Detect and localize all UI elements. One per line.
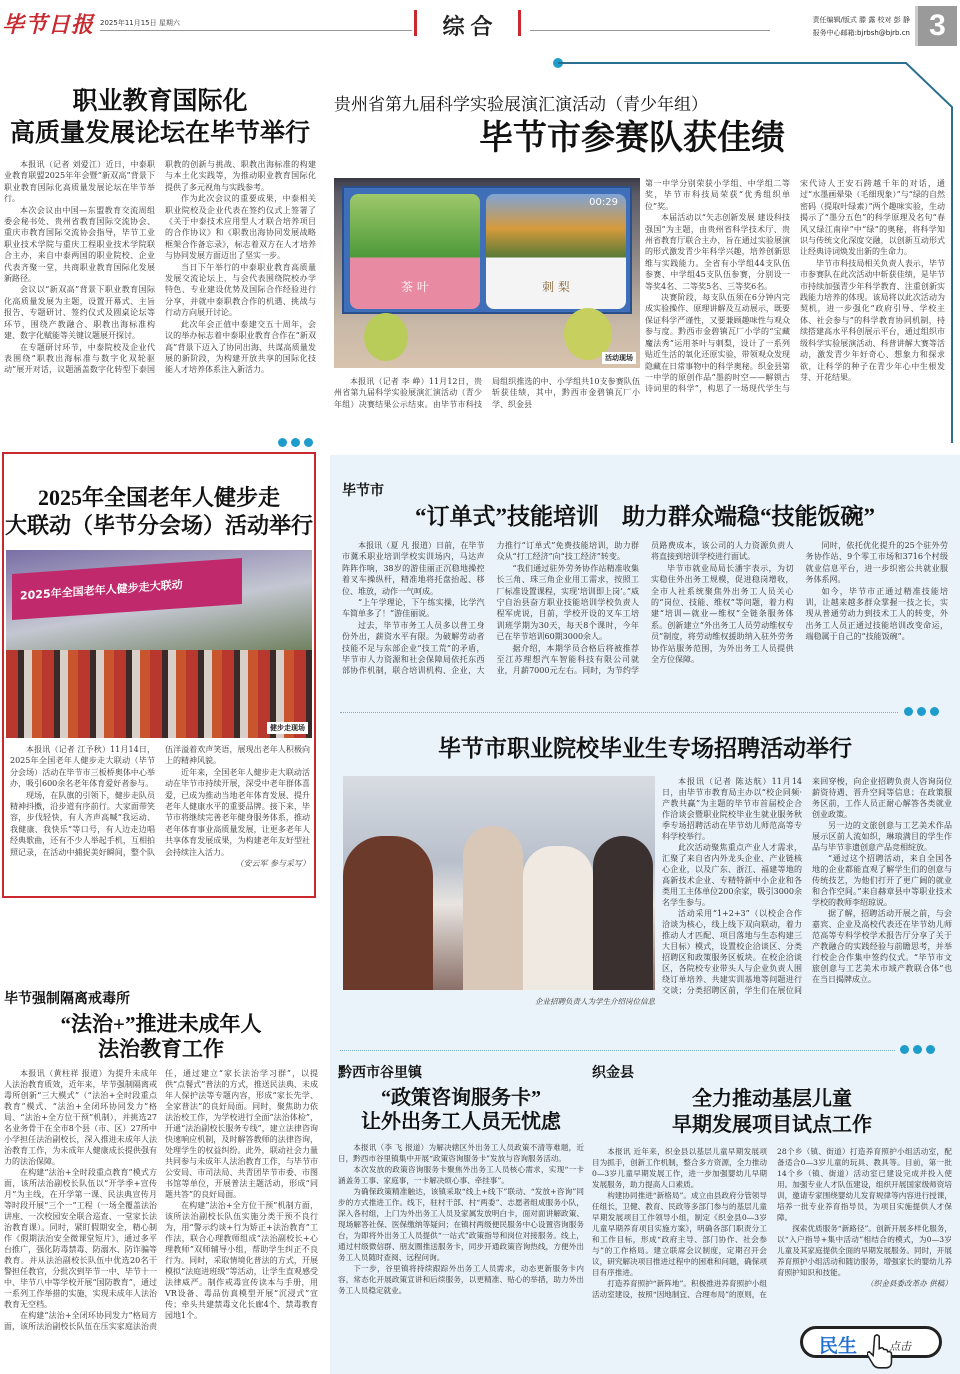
paragraph: 此次年会正值中泰建交五十周年，会议的举办标志着中泰职业教育合作在“新双高”背景下迈入了协同出海、共谋高质量发展的新阶段，为构建开放共享的国际化技能人才培养体系注入新活力。 <box>165 319 316 375</box>
article-body <box>592 1146 952 1300</box>
article-body <box>662 776 952 996</box>
photo-caption-tag: 健步走现场 <box>267 722 308 734</box>
headline: 毕节市参赛队获佳绩 <box>479 119 785 157</box>
headline-kicker: 织金县 <box>592 1065 634 1081</box>
paragraph: “通过这个招聘活动，来自全国各地的企业都能直观了解学生们的创意与传统技艺，为他们打开了更广阔的就业和合作空间。”来自赫章县中等职业技术学校的教师李绍琼说。 <box>812 854 952 907</box>
section-divider-left <box>414 10 417 36</box>
dotted-divider <box>340 712 898 713</box>
person-student-3 <box>593 836 653 990</box>
screen-timer: 00:29 <box>589 197 618 208</box>
article-body <box>4 159 316 376</box>
headline-line1: “法治+”推进未成年人 <box>60 1012 262 1036</box>
paragraph: 在构建“法治+全闭环协同发力”格局方面，该所法治副校长队伍在压实家庭法治责任，通过建立“家长法治学习群”，以提供“点餐式”普法的方式，推送民法典、未成年人保护法等专题内容，形成“家长先学、全家普法”的良好局面。同时，聚焦助力依法治校工作，为学校进行全面“法治体检”，开通“法治副校长服务专线”，建立法律咨询快速响应机制，及时解答教师的法律咨询，处理学生的权益纠纷。此外，联动社会力量共同参与未成年人法治教育工作，与毕节市公安局、市司法局、共青团毕节市委、市图书馆等单位，开展普法主题活动，形成“同题共答”的良好局面。 <box>4 1069 318 1331</box>
person-student-1 <box>463 826 523 990</box>
issue-date: 2025年11月15日 星期六 <box>100 19 180 27</box>
article-body <box>645 178 945 395</box>
paragraph: 第一中学分别荣获小学组、中学组二等奖，毕节市科技局荣获“优秀组织单位”奖。 <box>645 179 790 211</box>
article-body-lead <box>334 376 640 410</box>
paragraph: 本报讯（记者 陈达航）11月14日，由毕节市教育局主办以“校企同频·产教共赢”为主题的毕节市首届校企合作洽谈会暨职业院校毕业生就业服务秋季专场招聘活动在毕节幼儿师范高等专科学校举行。 <box>662 777 802 841</box>
paragraph: 本报讯 近年来，织金县以基层儿童早期发展项目为抓手，创新工作机制，整合多方资源，全力推动0—3岁儿童早期发展工作，进一步加强婴幼儿早期发展服务，助力提高人口素质。 <box>592 1147 767 1189</box>
paragraph: 在专题研讨环节，中泰院校及企业代表围绕“职教出海标准与数字化双轮驱动”展开对话，议题涵盖数字化转型下泰国职教的创新与挑战、职教出海标准的构建与本土化实践等，为推动职业教育国际化提供了多元视角与实践参考。 <box>4 160 316 375</box>
paragraph: 毕节市科技局相关负责人表示，毕节市参赛队在此次活动中斩获佳绩，是毕节市持续加强青少年科学教育、注重创新实践能力培养的体现。该局将以此次活动为契机，进一步强化“政府引导、学校主体、社会参与”的科学教育协同机制，持续搭建高水平科创展示平台，通过组织市级科学实验展演活动、科普讲解大赛等活动，激发青少年好奇心、想象力和探求欲，让科学的种子在青少年心中生根发芽、开花结果。 <box>800 258 945 382</box>
photo-recruitment <box>343 776 655 990</box>
paragraph: 本报讯（记者 江予秋）11月14日，2025年全国老年人健步走大联动（毕节分会场）活动在毕节市三板桥奥体中心举办，吸引600余名老年体育爱好者参与。 <box>10 745 155 789</box>
minsheng-click-logo <box>800 1326 942 1358</box>
paragraph: 如今，毕节市正通过精准技能培训，让越来越多群众掌握一技之长，实现从普通劳动力到技术工人的转变，外出务工人员正通过技能培训改变命运，端稳属于自己的“技能饭碗”。 <box>805 586 948 642</box>
article-vocational-forum <box>4 85 316 376</box>
headline-line2: 大联动（毕节分会场）活动举行 <box>4 513 313 538</box>
headline-kicker: 贵州省第九届科学实验展演汇演活动（青少年组） <box>334 95 708 114</box>
paragraph: 决赛阶段，每支队伍须在6分钟内完成实验操作、原理讲解及互动展示，既要保证科学严谨性，又要兼顾趣味性与观众参与度。黔西市金碧镇瓦厂小学的“宝藏魔法秀”运用茶叶与刺梨，设计了一系列贴近生活的氧化还原实验，带领观众发现隐藏在日常事物中的科学奥秘。织金县第一中学的原创作品“墨韵时空——解锁古诗词里的科学”，构思了一场现代学生与宋代诗人王安石跨越千年的对话，通过“水墨画晕染（毛细现象）”与“绿的自然密码（提取叶绿素）”两个趣味实验，生动揭示了“墨分五色”的科学原理及名句“春风又绿江南岸”中“绿”的奥秘，将科学知识与传统文化深度交融，以创新互动形式让经典诗词焕发出新的生命力。 <box>645 179 945 394</box>
paragraph: 现场，在队旗的引领下，健步走队员精神抖擞，沿步道有序前行。大家面带笑容，步伐轻快，有人齐声高喊“我运动、我健康、我快乐”等口号，有人边走边唱经典歌曲，还有不少人举起手机，互相拍照记录，在活动中捕捉美好瞬间，整个队伍洋溢着欢声笑语，展现出老年人积极向上的精神风貌。 <box>10 745 310 857</box>
paragraph: 近年来，全国老年人健步走大联动活动在毕节市持续开展，深受中老年群体喜爱，已成为推动当地老年体育发展、提升老年人健康水平的重要品牌。接下来，毕节市将继续完善老年健身服务体系，推动老年体育事业高质量发展，让更多老年人共享体育发展成果，为构建老年友好型社会持续注入活力。 <box>165 767 310 857</box>
section-dots <box>900 1045 935 1054</box>
paragraph: 本报讯（记者 李 峥）11月12日，贵州省第九届科学实验展演汇演活动（青少年组）决赛结果公示结束。由毕节市科技局组织推选的中、小学组共10支参赛队伍斩获佳绩，其中，黔西市金碧镇瓦厂小学、织金县 <box>334 377 640 409</box>
paragraph: 当日下午举行的中泰职业教育高质量发展交流论坛上，与会代表围绕院校办学特色、专业建设优势及国际合作经验进行分享，并就中泰职教合作的机遇、挑战与行动方向展开讨论。 <box>165 262 316 318</box>
headline-line2: 法治教育工作 <box>98 1037 224 1061</box>
paragraph: 同时，依托优化提升的25个驻外劳务协作站、9个零工市场和3716个村级就业信息平台，进一步织密公共就业服务体系网。 <box>805 541 948 585</box>
paragraph: 本报讯（记者 刘爱江）近日，中泰职业教育联盟2025年年会暨“新双高”背景下职业教育国际化高质量发展论坛在毕节举行。 <box>4 160 155 204</box>
paragraph: 本报讯（夏 凡 报道）日前，在毕节市冀禾职业培训学校实训场内，马达声阵阵作响，38岁的游佳丽正沉稳地操控着叉车操纵杆，精准地将托盘抬起、移位、堆放，动作一气呵成。 <box>342 541 485 596</box>
headline-kicker: 毕节强制隔离戒毒所 <box>4 991 130 1007</box>
headline-line2: 让外出务工人员无忧虑 <box>361 1111 561 1133</box>
paragraph: 据了解，招聘活动开展之前，与会嘉宾、企业及高校代表还在毕节幼儿师范高等专科学校学术报告厅分享了关于产教融合的实践经验与前瞻思考，并举行校企合作集中签约仪式。“毕节市文旅创意与工艺美术市域产教联合体”也在当日揭牌成立。 <box>812 909 952 984</box>
paragraph: 此次活动聚焦重点产业人才需求，汇聚了来自省内外龙头企业、产业链核心企业，以及广东、浙江、福建等地的高新技术企业、专精特新中小企业和各类用工主体单位200余家，吸引3000余名学生参与。 <box>662 843 802 907</box>
photo-science-show <box>334 178 640 368</box>
article-body <box>342 540 948 677</box>
header-rule-right <box>530 30 770 31</box>
screen-panel-tea <box>350 194 480 309</box>
person-student-2 <box>523 846 593 990</box>
dotted-divider <box>340 1050 895 1051</box>
person-recruiter <box>343 836 433 990</box>
article-elderly-walk <box>2 452 316 898</box>
paragraph: 打造养育照护“新阵地”。积极推进养育照护小组活动室建设，按照“因地制宜、合理布局”的原则，在28个乡（镇、街道）打造养育照护小组活动室，配备适合0—3岁儿童的玩具、教具等。目前，第一批14个乡（镇、街道）活动室已建设完成并投入使用。加强专业人才队伍建设，组织开展国家级师资培训，邀请专家围绕婴幼儿发育规律等内容进行授课，培养一批专业养育指导员，为项目实施提供人才保障。 <box>592 1147 952 1299</box>
photo-caption: 企业招聘负责人为学生介绍岗位信息 <box>535 997 655 1006</box>
headline-line2: 高质量发展论坛在毕节举行 <box>9 119 310 147</box>
paragraph: “上午学理论，下午练实操，比学汽车简单多了！”游佳丽说。 <box>342 598 485 619</box>
headline-kicker: 黔西市谷里镇 <box>338 1065 422 1081</box>
article-rule-of-law-education <box>4 990 318 1332</box>
photo-caption-tag: 活动现场 <box>602 352 636 364</box>
headline: “订单式”技能培训 助力群众端稳“技能饭碗” <box>415 504 875 529</box>
paragraph: 本次发放的政策咨询服务卡聚焦外出务工人员核心需求，实现“一卡涵盖务工事、家庭事，一卡解决烦心事、牵挂事”。 <box>338 1165 584 1185</box>
logo-subtext: 点击 <box>889 1340 911 1353</box>
article-skills-training <box>342 482 948 677</box>
article-policy-service-card <box>338 1064 584 1296</box>
screen-label-roxburgh-rose: 刺 梨 <box>542 280 570 294</box>
article-body <box>10 744 310 869</box>
header-rule-left <box>100 30 412 31</box>
paragraph: 据介绍，本期学员合格后将被推荐至江苏理想汽车智能科技有限公司就业，月薪7000元左右。同时，为节约学员路费成本，该公司的人力资源负责人将直接到培训学校进行面试。 <box>496 541 794 676</box>
headline-line1: “政策咨询服务卡” <box>381 1087 541 1109</box>
paragraph: 另一边的文旅创意与工艺美术作品展示区前人流如织，琳琅满目的学生作品与毕节非遗创意产品竞相绽放。 <box>812 821 952 852</box>
paragraph: 过去，毕节市务工人员多以普工身份外出，薪资水平有限。为破解劳动者技能不足与东部企业“技工荒”的矛盾，毕节市人力资源和社会保障局依托东西部协作机制，联合培训机构、企业，大力推行“订单式”免费技能培训，助力群众从“打工经济”向“技工经济”转变。 <box>342 541 639 676</box>
event-arch: 2025年全国老年人健步走大联动 <box>12 558 242 620</box>
pointing-hand-icon <box>867 1333 893 1369</box>
section-name: 综 合 <box>442 14 493 39</box>
paragraph: 本次会议由中国—东盟教育交流周组委会秘书处、贵州省教育国际交流协会、重庆市教育国际交流协会指导，毕节工业职业技术学院与重庆工程职业技术学院联合主办，来自中泰两国的职业院校、企业代表齐聚一堂，共商职业教育国际化发展新路径。 <box>4 205 155 284</box>
section-dots <box>278 438 313 447</box>
paragraph: 毕节市就业局局长潘宇表示，为切实稳住外出务工规模，促进稳岗增收，全市人社系统聚焦外出务工人员关心的“岗位、技能、维权”等问题，着力构建“培训—就业—维权”全链条服务体系。创新建立“外出务工人员劳动维权专员”制度，将劳动维权援助纳入驻外劳务协作站服务范围，为外出务工人员提供全方位保障。 <box>651 563 794 665</box>
page-number: 3 <box>915 6 957 46</box>
paragraph: 探索优质服务“新路径”。创新开展多样化服务，以“入户指导+集中活动”相结合的模式，为0—3岁儿童及其家庭提供全面的早期发展服务。同时，开展养育照护小组活动和随访服务，增强家长的婴幼儿养育照护知识和技能。 <box>777 1224 952 1277</box>
headline-line1: 全力推动基层儿童 <box>692 1088 852 1110</box>
paragraph: 下一步，谷里镇将持续跟踪外出务工人员需求，动态更新服务卡内容，常态化开展政策宣讲和后续服务，以更精准、贴心的举措，助力外出务工人员稳定就业。 <box>338 1264 584 1295</box>
photo-elderly-walk <box>6 550 312 738</box>
article-body <box>4 1068 318 1332</box>
paragraph: 作为此次会议的重要成果，中泰相关职业院校及企业代表在签约仪式上签署了《关于中泰技术应用型人才联合培养项目的合作协议》和《职教出海协同发展战略框架合作备忘录》，标志着双方在人才培养与协同发展方面迈出了坚实一步。 <box>165 194 316 261</box>
screen-panel-roxburgh-rose <box>486 194 626 309</box>
screen-label-tea: 茶 叶 <box>401 280 429 294</box>
article-early-childhood <box>592 1064 952 1300</box>
paragraph: 本报讯（黄柱祥 报道）为提升未成年人法治教育质效，近年来，毕节强制隔离戒毒所创新“三大模式”（“法治+全时段重点教育”模式、“法治+全闭环协同发力”格局、“法治+全方位干预”机制），并挑选27名业务骨干在全市8个县（市、区）27所中小学担任法治副校长，深入推进未成年人法治教育工作，为未成年人健康成长提供强有力的法治保障。 <box>4 1069 157 1166</box>
stage-screen <box>342 186 632 314</box>
byline: （安云军 参与采写） <box>235 859 310 869</box>
paragraph: “我们通过驻外劳务协作站精准收集长三角、珠三角企业用工需求，按照工厂标准设置课程，实现‘培训即上岗’。”威宁自治县奋方职业技能培训学校负责人程军虎说，目前，学校开设的叉车工培训班学期为30天，每天8个课时，今年已在毕节培训60期3000余人。 <box>496 563 639 642</box>
paragraph: 为确保政策精准触达，该镇采取“线上+线下”联动、“发放+咨询”同步的方式推进工作。线下，驻村干部、村“两委”、志愿者组成服务小队，深入各村组，上门为外出务工人员及家属发放明白卡，面对面讲解政策、现场解答社保、医保缴纳等疑问；在镇村两级便民服务中心设置咨询服务台，为即将外出务工人员提供“一站式”政策指导和岗位对接服务。线上，通过村级微信群、朋友圈推送服务卡，同步开通政策咨询热线，方便外出务工人员随时查阅、远程问询。 <box>338 1187 584 1262</box>
masthead <box>0 0 960 48</box>
editor-credits: 责任编辑/版式 滕 露 校对 彭 静 <box>812 16 910 24</box>
paragraph: 会议以“新双高”背景下职业教育国际化高质量发展为主题，设置开幕式、主旨报告、专题研讨、签约仪式及圆桌论坛等环节，围绕产教融合、职教出海标准构建、数字化赋能等关键议题展开探讨。 <box>4 285 155 341</box>
prop-ball-left <box>364 313 408 361</box>
paragraph: 在构建“法治+全时段重点教育”模式方面，该所法治副校长队伍以“开学季+宣传月”为主线，在开学第一课、民法典宣传月等时段开展“三个一”工程（一场全覆盖法治讲座、一次校园安全联合巡查、一堂家长法治教育课）。同时，紧盯假期安全，精心制作《假期法治安全微课堂短片》，通过多平台推广，强化防毒禁毒、防溺水、防诈骗等教育。并从法治副校长队伍中优选20名干警担任教官，分批次到毕节一中、毕节十一中、毕节八中等学校开展“国防教育”，通过一系列工作举措的实施，实现未成年人法治教育无空档。 <box>4 1168 157 1309</box>
byline: （织金县委改革办 供稿） <box>866 1279 952 1288</box>
section-divider-right <box>518 10 521 36</box>
paragraph: 本届活动以“矢志创新发展 建设科技强国”为主题，由贵州省科学技术厅、贵州省教育厅联合主办，旨在通过实验展演的形式激发青少年科学兴趣，培养创新思维与实践能力。全省有小学组44支队伍参赛、中学组45支队伍参赛，分别设一等奖4名、二等奖5名、三等奖6名。 <box>645 213 790 291</box>
logo-text: 民生 <box>819 1335 858 1357</box>
article-body <box>338 1142 584 1296</box>
paragraph: 在构建“法治+全方位干预”机制方面，该所法治副校长队伍实施分类干预不良行为，用“警示约谈+行为矫正+法治教育”工作法，联合心理教师组成“法治副校长+心理教师”双师辅导小组，帮助学生纠正不良行为。同时，采取情境化普法的方式，开展模拟“法庭进班级”等活动，让学生直观感受法律威严。制作戒毒宣传读本与手册，用VR设备、毒品仿真模型开展“沉浸式”宣传；牵头共建禁毒文化长廊4个、禁毒教育园地1个。 <box>165 1201 318 1320</box>
paragraph: 活动采用“1+2+3”（以校企合作洽谈为核心，线上线下双向联动，着力推动人才匹配、项目落地与生态构建三大目标）模式，设置校企洽谈区、分类招聘区和政策服务区板块。在校企洽谈区，各院校专业带头人与企业负责人围绕订单培养、共建实训基地等问题进行交谈；分类招聘区前，学生们在展位间来回穿梭，向企业招聘负责人咨询岗位薪资待遇、晋升空间等信息；在政策服务区前，工作人员正耐心解答各类就业创业政策。 <box>662 777 952 995</box>
newspaper-logo[interactable]: 毕节日报 <box>2 12 95 38</box>
section-dots <box>904 707 939 716</box>
headline-line2: 早期发展项目试点工作 <box>672 1114 872 1136</box>
headline-recruitment: 毕节市职业院校毕业生专场招聘活动举行 <box>438 736 852 761</box>
headline-line1: 职业教育国际化 <box>72 87 248 115</box>
headline-kicker: 毕节市 <box>342 483 384 499</box>
contact-email: 报务中心邮箱:bjrbsh@bjrb.cn <box>812 29 910 37</box>
paragraph: 构建协同推进“新格局”。成立由县政府分管领导任组长，卫健、教育、民政等多部门参与的基层儿童早期发展项目工作领导小组，制定《织金县0—3岁儿童早期养育项目实施方案》，明确各部门职责分工和工作目标，形成“政府主导、部门协作、社会参与”的工作格局。建立联席会议制度，定期召开会议，研究解决项目推进过程中的困难和问题，确保项目有序推进。 <box>592 1191 767 1277</box>
headline-line1: 2025年全国老年人健步走 <box>37 485 280 510</box>
paragraph: 本报讯（李 飞 报道）为解决辖区外出务工人员政策不清等难题，近日，黔西市谷里镇集中开展“政策咨询服务卡”发放与咨询服务活动。 <box>338 1143 584 1163</box>
article-science-show <box>332 90 932 161</box>
